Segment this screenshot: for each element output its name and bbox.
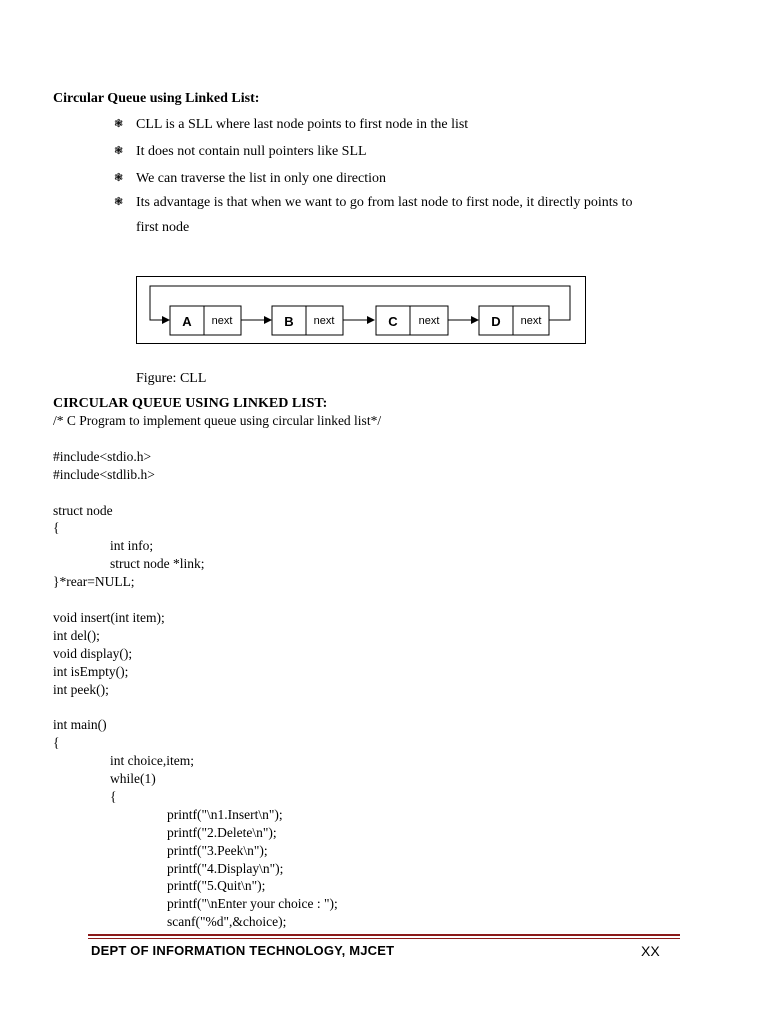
bullet-item: We can traverse the list in only one direction [136, 171, 387, 186]
code-line: { [110, 788, 117, 804]
bullet-item: It does not contain null pointers like SLL [136, 144, 367, 159]
bullet-icon: ❃ [114, 145, 124, 157]
node-next-label: next [520, 315, 542, 327]
code-heading: CIRCULAR QUEUE USING LINKED LIST: [53, 396, 328, 411]
code-line: printf("5.Quit\n"); [167, 878, 266, 894]
footer-department: DEPT OF INFORMATION TECHNOLOGY, MJCET [91, 943, 395, 958]
bullet-icon: ❃ [114, 196, 124, 208]
node-label: C [388, 314, 398, 329]
node-label: A [182, 314, 192, 329]
code-line: printf("\nEnter your choice : "); [167, 896, 338, 912]
bullet-icon: ❃ [114, 118, 124, 130]
code-line: int peek(); [53, 681, 109, 697]
code-line: /* C Program to implement queue using circular linked list*/ [53, 413, 382, 428]
code-line: scanf("%d",&choice); [167, 914, 287, 930]
bullet-item: Its advantage is that when we want to go from last node to first node, it directly points to [136, 195, 633, 210]
node-next-label: next [211, 315, 233, 327]
footer-rule-top [88, 934, 680, 936]
code-line: int choice,item; [110, 753, 194, 769]
node-d [479, 306, 549, 335]
bullet-item: CLL is a SLL where last node points to first node in the list [136, 117, 469, 132]
code-line: struct node [53, 502, 113, 518]
code-line: struct node *link; [110, 556, 205, 572]
node-next-label: next [313, 315, 335, 327]
code-line: while(1) [110, 771, 156, 786]
code-line: printf("4.Display\n"); [167, 860, 284, 876]
footer-rule-bottom [88, 938, 680, 939]
code-line: { [53, 520, 60, 536]
code-line: void display(); [53, 645, 133, 661]
node-next-label: next [418, 315, 440, 327]
code-line: printf("\n1.Insert\n"); [167, 806, 283, 822]
code-line: void insert(int item); [53, 609, 165, 625]
cll-diagram [136, 276, 587, 345]
code-line: { [53, 735, 60, 751]
code-line: }*rear=NULL; [53, 574, 135, 590]
code-line: int isEmpty(); [53, 663, 129, 679]
code-line: #include<stdio.h> [53, 448, 152, 464]
figure-caption: Figure: CLL [136, 371, 207, 386]
code-line: printf("2.Delete\n"); [167, 824, 277, 840]
node-label: D [491, 314, 501, 329]
code-line: printf("3.Peek\n"); [167, 842, 268, 858]
code-line: #include<stdlib.h> [53, 466, 155, 482]
node-b [272, 306, 343, 335]
footer-page-number: XX [641, 943, 660, 959]
node-a [170, 306, 241, 335]
code-line: int info; [110, 538, 154, 554]
node-c [376, 306, 448, 335]
section-heading: Circular Queue using Linked List: [53, 91, 260, 106]
bullet-icon: ❃ [114, 172, 124, 184]
node-label: B [284, 314, 294, 329]
bullet-item-continuation: first node [136, 220, 190, 235]
code-line: int del(); [53, 627, 100, 643]
code-line: int main() [53, 717, 107, 733]
